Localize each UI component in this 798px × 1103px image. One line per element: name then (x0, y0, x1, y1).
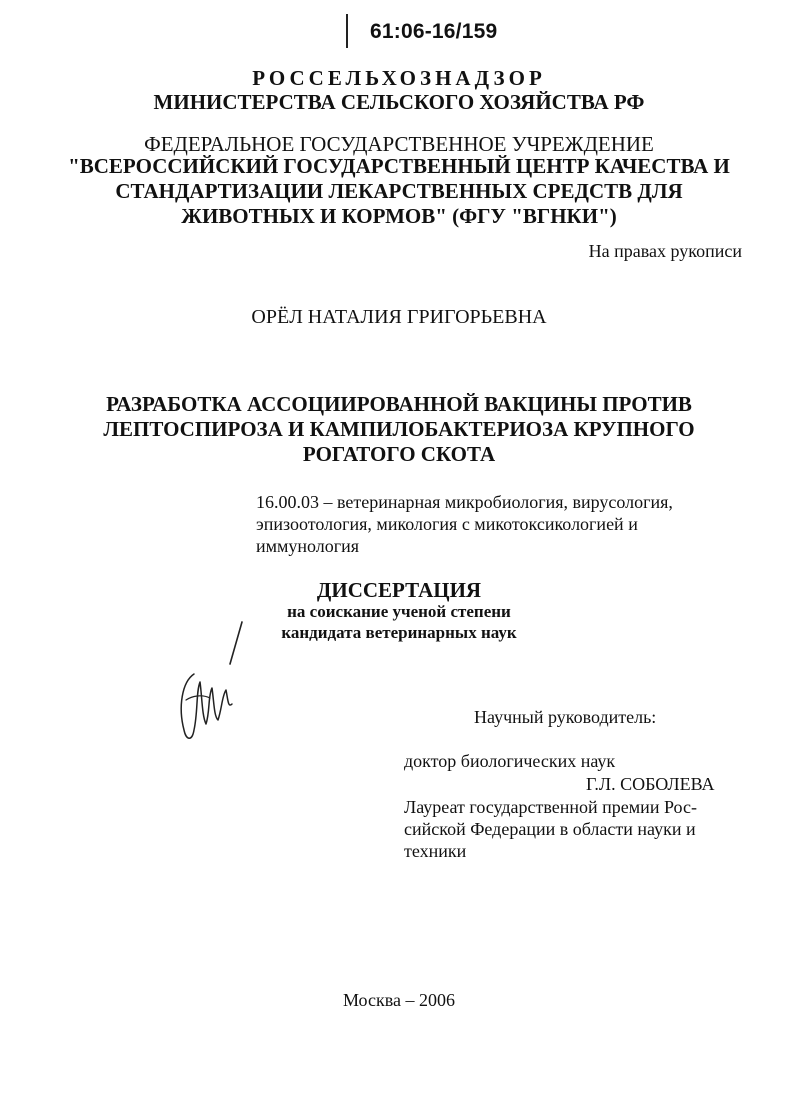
author-name: ОРЁЛ НАТАЛИЯ ГРИГОРЬЕВНА (251, 306, 547, 328)
advisor-label: Научный руководитель: (474, 707, 657, 727)
place-and-year: Москва – 2006 (343, 990, 455, 1010)
title-line: РОГАТОГО СКОТА (302, 442, 496, 466)
dissertation-title (0, 392, 798, 467)
specialty-line: эпизоотология, микология с микотоксикологией и (256, 514, 638, 534)
archive-code: 61:06-16/159 (370, 20, 498, 43)
institution-name-line: ЖИВОТНЫХ И КОРМОВ" (ФГУ "ВГНКИ") (181, 204, 617, 228)
agency-name: РОССЕЛЬХОЗНАДЗОР (252, 66, 546, 90)
award-line: Лауреат государственной премии Рос- (404, 797, 697, 817)
institution-type: ФЕДЕРАЛЬНОЕ ГОСУДАРСТВЕННОЕ УЧРЕЖДЕНИЕ (144, 132, 654, 156)
ministry-name: МИНИСТЕРСТВА СЕЛЬСКОГО ХОЗЯЙСТВА РФ (153, 90, 645, 114)
advisor-award (404, 796, 744, 862)
handwritten-signature (172, 612, 252, 747)
award-line: техники (404, 841, 467, 861)
dissertation-heading: ДИССЕРТАЦИЯ (316, 578, 482, 602)
rights-note: На правах рукописи (588, 241, 742, 261)
specialty (256, 491, 746, 557)
specialty-line: иммунология (256, 536, 360, 556)
title-line: РАЗРАБОТКА АССОЦИИРОВАННОЙ ВАКЦИНЫ ПРОТИВ (106, 392, 692, 416)
institution-name (0, 154, 798, 229)
degree-statement (0, 601, 798, 643)
institution-name-line: "ВСЕРОССИЙСКИЙ ГОСУДАРСТВЕННЫЙ ЦЕНТР КАЧЕСТВА И (68, 154, 730, 178)
institution-name-line: СТАНДАРТИЗАЦИИ ЛЕКАРСТВЕННЫХ СРЕДСТВ ДЛЯ (115, 179, 683, 203)
degree-line: на соискание ученой степени (287, 602, 511, 621)
specialty-line: 16.00.03 – ветеринарная микробиология, вирусология, (256, 492, 673, 512)
advisor-name: Г.Л. СОБОЛЕВА (586, 774, 715, 794)
degree-line: кандидата ветеринарных наук (281, 623, 517, 642)
stamp-bar (346, 14, 348, 48)
award-line: сийской Федерации в области науки и (404, 819, 696, 839)
title-line: ЛЕПТОСПИРОЗА И КАМПИЛОБАКТЕРИОЗА КРУПНОГО (103, 417, 695, 441)
advisor-degree: доктор биологических наук (404, 751, 616, 771)
